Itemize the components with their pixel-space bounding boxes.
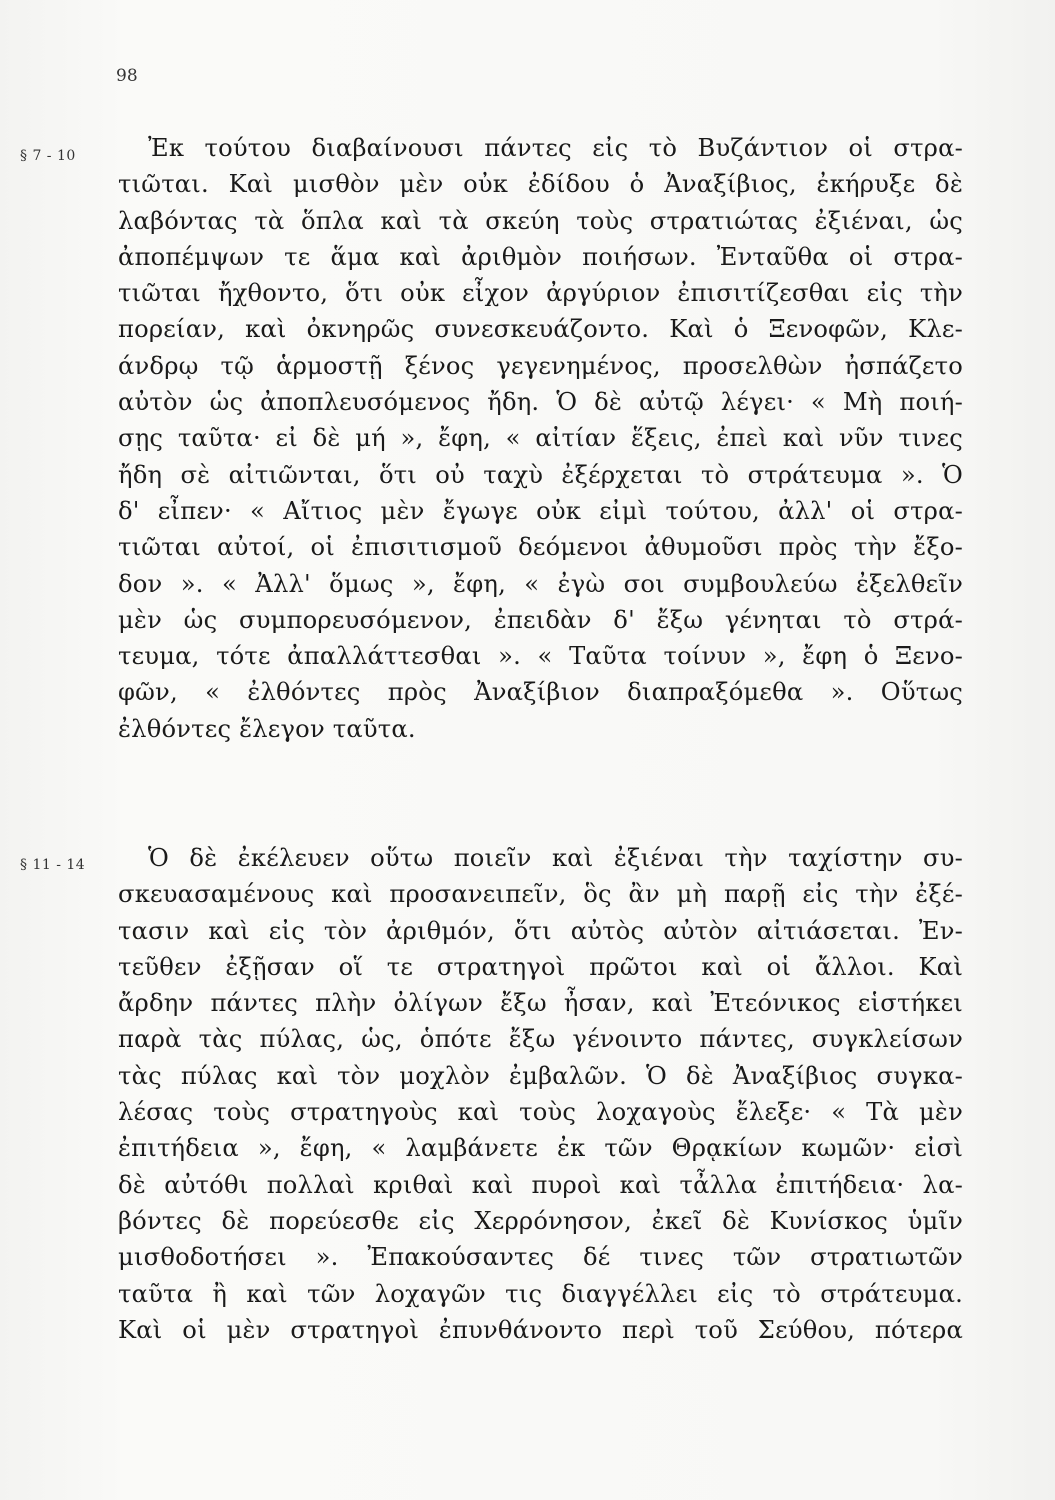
text-line: λέσας τοὺς στρατηγοὺς καὶ τοὺς λοχαγοὺς ἔλεξε· « Τὰ μὲν — [118, 1098, 963, 1127]
text-line: παρὰ τὰς πύλας, ὡς, ὁπότε ἔξω γένοιντο πάντες, συγκλείσων — [118, 1025, 963, 1054]
text-line: τεῦθεν ἐξῇσαν οἵ τε στρατηγοὶ πρῶτοι καὶ οἱ ἄλλοι. Καὶ — [118, 952, 963, 981]
text-line: λαβόντας τὰ ὅπλα καὶ τὰ σκεύη τοὺς στρατιώτας ἐξιέναι, ὡς — [118, 206, 963, 235]
text-line: δον ». « Ἀλλ' ὅμως », ἔφη, « ἐγὼ σοι συμβουλεύω ἐξελθεῖν — [118, 569, 963, 598]
text-line: ταῦτα ἢ καὶ τῶν λοχαγῶν τις διαγγέλλει εἰς τὸ στράτευμα. — [118, 1279, 963, 1308]
text-line: σῃς ταῦτα· εἰ δὲ μή », ἔφη, « αἰτίαν ἕξεις, ἐπεὶ καὶ νῦν τινες — [118, 424, 963, 453]
text-line: τὰς πύλας καὶ τὸν μοχλὸν ἐμβαλῶν. Ὁ δὲ Ἀναξίβιος συγκα- — [118, 1061, 963, 1090]
text-line: τευμα, τότε ἀπαλλάττεσθαι ». « Ταῦτα τοίνυν », ἔφη ὁ Ξενο- — [118, 642, 963, 671]
text-line: Ἐκ τούτου διαβαίνουσι πάντες εἰς τὸ Βυζάντιον οἱ στρα- — [148, 134, 963, 162]
text-line: αὐτὸν ὡς ἀποπλευσόμενος ἤδη. Ὁ δὲ αὐτῷ λέγει· « Μὴ ποιή- — [118, 388, 963, 417]
text-line: δὲ αὐτόθι πολλαὶ κριθαὶ καὶ πυροὶ καὶ τἆλλα ἐπιτήδεια· λα- — [118, 1170, 963, 1199]
text-line: σκευασαμένους καὶ προσανειπεῖν, ὃς ἂν μὴ παρῇ εἰς τὴν ἐξέ- — [118, 880, 963, 909]
text-line: τασιν καὶ εἰς τὸν ἀριθμόν, ὅτι αὐτὸς αὐτὸν αἰτιάσεται. Ἐν- — [118, 916, 963, 945]
text-line: τιῶται. Καὶ μισθὸν μὲν οὐκ ἐδίδου ὁ Ἀναξίβιος, ἐκήρυξε δὲ — [118, 170, 963, 199]
text-line: μὲν ὡς συμπορευσόμενον, ἐπειδὰν δ' ἔξω γένηται τὸ στρά- — [118, 605, 963, 634]
text-line: ἀποπέμψων τε ἅμα καὶ ἀριθμὸν ποιήσων. Ἐνταῦθα οἱ στρα- — [118, 242, 963, 271]
text-line: δ' εἶπεν· « Αἴτιος μὲν ἔγωγε οὐκ εἰμὶ τούτου, ἀλλ' οἱ στρα- — [118, 496, 963, 525]
paragraph — [118, 840, 963, 1348]
text-line: ἐπιτήδεια », ἔφη, « λαμβάνετε ἐκ τῶν Θρᾳκίων κωμῶν· εἰσὶ — [118, 1134, 963, 1163]
text-line: βόντες δὲ πορεύεσθε εἰς Χερρόνησον, ἐκεῖ δὲ Κυνίσκος ὑμῖν — [118, 1206, 963, 1235]
text-line: άνδρῳ τῷ ἁρμοστῇ ξένος γεγενημένος, προσελθὼν ἠσπάζετο — [118, 351, 963, 380]
text-line: Ὁ δὲ ἐκέλευεν οὕτω ποιεῖν καὶ ἐξιέναι τὴν ταχίστην συ- — [148, 844, 963, 872]
paragraph — [118, 130, 963, 747]
page-number: 98 — [116, 66, 138, 86]
text-line: Καὶ οἱ μὲν στρατηγοὶ ἐπυνθάνοντο περὶ τοῦ Σεύθου, πότερα — [118, 1315, 963, 1344]
text-line: τιῶται αὐτοί, οἱ ἐπισιτισμοῦ δεόμενοι ἀθυμοῦσι πρὸς τὴν ἔξο- — [118, 533, 963, 562]
section-reference: § 7 - 10 — [20, 148, 76, 164]
text-line: φῶν, « ἐλθόντες πρὸς Ἀναξίβιον διαπραξόμεθα ». Οὕτως — [118, 678, 963, 707]
text-line: μισθοδοτήσει ». Ἐπακούσαντες δέ τινες τῶν στρατιωτῶν — [118, 1243, 963, 1272]
text-line: πορείαν, καὶ ὀκνηρῶς συνεσκευάζοντο. Καὶ ὁ Ξενοφῶν, Κλε- — [118, 315, 963, 344]
text-line: τιῶται ἤχθοντο, ὅτι οὐκ εἶχον ἀργύριον ἐπισιτίζεσθαι εἰς τὴν — [118, 279, 963, 308]
text-line: ἐλθόντες ἔλεγον ταῦτα. — [118, 714, 416, 743]
text-line: ἄρδην πάντες πλὴν ὀλίγων ἔξω ἦσαν, καὶ Ἐτεόνικος εἱστήκει — [118, 989, 963, 1018]
section-reference: § 11 - 14 — [20, 857, 86, 873]
text-line: ἤδη σὲ αἰτιῶνται, ὅτι οὐ ταχὺ ἐξέρχεται τὸ στράτευμα ». Ὁ — [118, 460, 963, 489]
